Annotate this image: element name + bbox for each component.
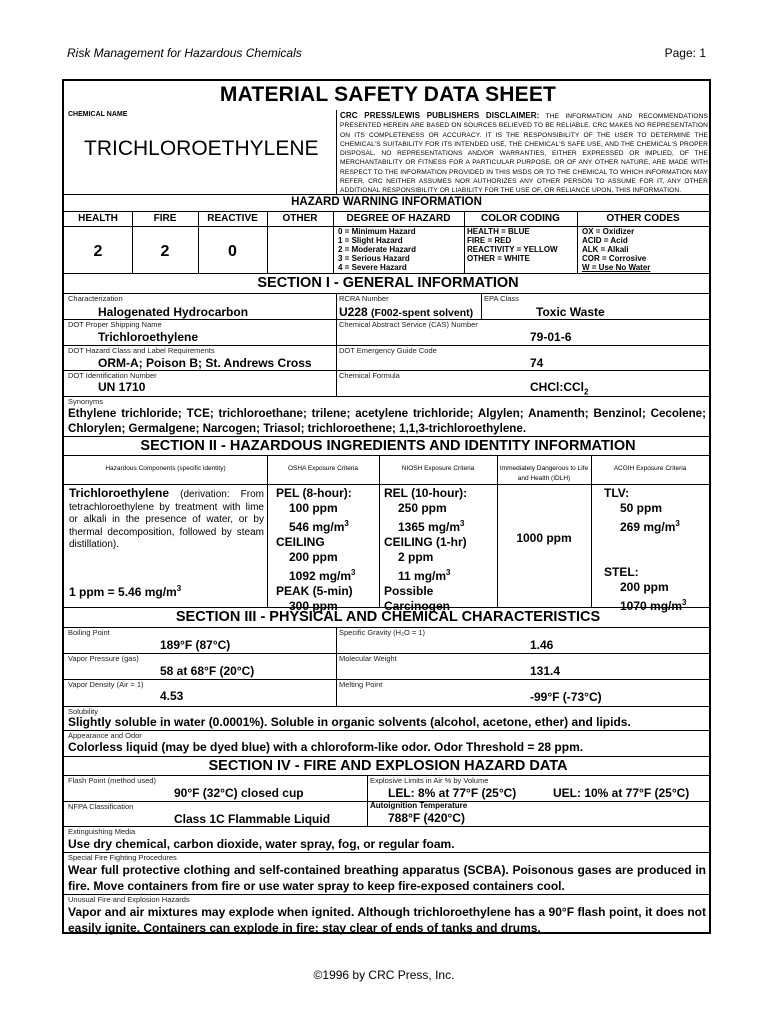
acgih-line: 200 ppm: [620, 580, 669, 594]
nfpa-label: NFPA Classification: [68, 802, 134, 811]
molecular-weight-label: Molecular Weight: [339, 654, 397, 663]
col-fire: FIRE: [153, 213, 177, 224]
acgih-value: 1070 mg/m: [620, 599, 683, 613]
chemical-name-label: CHEMICAL NAME: [68, 111, 128, 118]
melting-label: Melting Point: [339, 680, 383, 689]
osha-line: PEL (8-hour):: [276, 486, 352, 500]
solubility-label: Solubility: [68, 707, 99, 716]
section-4-heading: SECTION IV - FIRE AND EXPLOSION HAZARD DATA: [208, 758, 568, 774]
guide-code-value: 74: [530, 356, 544, 370]
acgih-line: 269 $mg/m^3$: [620, 519, 680, 534]
acgih-line: 1070 $mg/m^3$: [620, 598, 687, 613]
niosh-line: Possible: [384, 584, 434, 598]
rcra-number: U228: [339, 305, 368, 319]
component-description: [69, 487, 264, 552]
autoignition-value: 788°F (420°C): [388, 811, 465, 825]
disclaimer-heading: CRC PRESS/LEWIS PUBLISHERS DISCLAIMER:: [340, 111, 540, 120]
osha-line: 300 ppm: [289, 599, 338, 613]
ppm-conversion-text: 1 ppm = 5.46 mg/m: [69, 585, 177, 599]
melting-value: -99°F (-73°C): [530, 690, 602, 704]
osha-value: 1092 mg/m: [289, 569, 352, 583]
idlh-value: 1000 ppm: [516, 531, 572, 545]
unusual-hazards-label: Unusual Fire and Explosion Hazards: [68, 895, 190, 904]
shipping-label: DOT Proper Shipping Name: [68, 320, 162, 329]
color-item: HEALTH = BLUE: [467, 227, 530, 236]
acgih-criteria: [604, 486, 687, 614]
degree-item: 0 = Minimum Hazard: [338, 227, 416, 236]
osha-line: 100 ppm: [289, 501, 338, 515]
uel-value: UEL: 10% at 77°F (25°C): [553, 786, 690, 800]
msds-sheet: [62, 79, 711, 934]
acgih-value: 269 mg/m: [620, 520, 676, 534]
vapor-pressure-value: 58 at 68°F (20°C): [160, 664, 255, 678]
code-item: COR = Corrosive: [582, 254, 647, 263]
degree-of-hazard-list: [338, 227, 416, 272]
extinguishing-label: Extinguishing Media: [68, 827, 136, 836]
appearance-label: Appearance and Odor: [68, 731, 142, 740]
other-codes-list: [582, 227, 650, 272]
osha-line: CEILING: [276, 535, 325, 549]
special-procedures-label: Special Fire Fighting Procedures: [68, 853, 177, 862]
vapor-density-value: 4.53: [160, 689, 184, 703]
flash-point-label: Flash Point (method used): [68, 776, 156, 785]
copyright-footer: ©1996 by CRC Press, Inc.: [313, 968, 455, 982]
color-coding-list: [467, 227, 558, 263]
formula-label: Chemical Formula: [339, 371, 400, 380]
autoignition-label: Autoignition Temperature: [370, 801, 468, 810]
color-item: FIRE = RED: [467, 236, 512, 245]
degree-item: 3 = Serious Hazard: [338, 254, 410, 263]
hazard-class-value: ORM-A; Poison B; St. Andrews Cross: [98, 356, 312, 370]
niosh-line: CEILING (1-hr): [384, 535, 467, 549]
rcra-note: (F002-spent solvent): [371, 307, 474, 319]
nfpa-value: Class 1C Flammable Liquid: [174, 812, 331, 826]
dot-id-label: DOT Identification Number: [68, 371, 157, 380]
page-number: Page: 1: [664, 46, 706, 60]
osha-value: 546 mg/m: [289, 520, 345, 534]
vapor-pressure-label: Vapor Pressure (gas): [68, 654, 139, 663]
col-components: Hazardous Components (specific identity): [105, 465, 226, 472]
color-item: REACTIVITY = YELLOW: [467, 245, 558, 254]
section-3-heading: SECTION III - PHYSICAL AND CHEMICAL CHARACTERISTICS: [175, 609, 601, 625]
rcra-label: RCRA Number: [339, 294, 389, 303]
col-color: COLOR CODING: [481, 213, 560, 224]
formula-value: CHCl:CCl$_2$: [530, 380, 589, 397]
acgih-line: 50 ppm: [620, 501, 663, 515]
degree-item: 2 = Moderate Hazard: [338, 245, 417, 254]
vapor-density-label: Vapor Density (Air = 1): [68, 680, 144, 689]
explosive-limits-label: Explosive Limits in Air % by Volume: [370, 776, 489, 785]
color-item: OTHER = WHITE: [467, 254, 530, 263]
disclaimer-text: THE INFORMATION AND RECOMMENDATIONS PRESENTED HEREIN ARE BASED ON SOURCES BELIEVED TO BE RELIABLE. CRC MAKES NO REPRESENTATION ON ITS COMPLETENESS OR ACCURACY. IT IS THE RESPONSIBILITY OF THE USER TO DETERMINE THE CHEMICAL'S SUITABILITY FOR ITS INTENDED USE, THE CHEMICAL'S SAFE USE, AND THE CHEMICAL'S PROPER DISPOSAL. NO REPRESENTATIONS AND/OR WARRANTIES, EITHER EXPRESSED OR IMPLIED, OF THE MERCHANTABILITY OR FITNESS FOR A PARTICULAR PURPOSE, OR OF ANY OTHER NATURE, ARE MADE WITH RESPECT TO THE INFORMATION PROVIDED IN THIS MSDS OR TO THE CHEMICAL TO WHICH INFORMATION MAY REFER. CRC NEITHER ASSUMES NOR AUTHORIZES ANY OTHER PERSON TO ASSUME FOR IT, ANY OTHER ADDITIONAL RESPONSIBILITY OR LIABILITY FOR THE USE OF, OR RELIANCE UPON, THIS INFORMATION.: [340, 113, 708, 195]
col-other: OTHER: [282, 213, 318, 224]
hazard-class-label: DOT Hazard Class and Label Requirements: [68, 346, 215, 355]
col-health: HEALTH: [78, 213, 118, 224]
osha-criteria: [276, 486, 356, 614]
degree-item: 4 = Severe Hazard: [338, 263, 407, 272]
appearance-value: Colorless liquid (may be dyed blue) with a chloroform-like odor. Odor Threshold = 28 ppm.: [68, 740, 584, 754]
characterization-label: Characterization: [68, 294, 123, 303]
epa-label: EPA Class: [484, 294, 519, 303]
acgih-line: STEL:: [604, 565, 639, 579]
dot-id-value: UN 1710: [98, 380, 146, 394]
section-1-heading: SECTION I - GENERAL INFORMATION: [257, 275, 519, 291]
extinguishing-value: Use dry chemical, carbon dioxide, water spray, fog, or regular foam.: [68, 837, 455, 851]
formula-text: CHCl:CCl: [530, 380, 584, 394]
code-item: W = Use No Water: [582, 263, 651, 272]
synonyms-value: Ethylene trichloride; TCE; trichloroethane; trilene; acetylene trichloride; Algylen; Anamenth; Benzinol; Cecolene; Chlorylen; Germalgene; Narcogen; Triasol; trichloroethene; 1,1,3-trichloroethylene.: [68, 407, 706, 435]
niosh-value: 11 mg/m: [398, 569, 447, 583]
running-header-title: Risk Management for Hazardous Chemicals: [67, 46, 302, 60]
col-reactive: REACTIVE: [207, 213, 258, 224]
health-rating: 2: [93, 243, 103, 260]
flash-point-value: 90°F (32°C) closed cup: [174, 786, 304, 800]
shipping-value: Trichloroethylene: [98, 330, 199, 344]
lel-value: LEL: 8% at 77°F (25°C): [388, 786, 517, 800]
code-item: OX = Oxidizer: [582, 227, 635, 236]
col-niosh: NIOSH Exposure Criteria: [401, 465, 475, 472]
component-derivation: (derivation: From tetrachloroethylene by treatment with lime or alkali in the presence of water, or by thermal decomposition, followed by steam distillation).: [69, 489, 265, 550]
rcra-value: [339, 305, 473, 319]
unusual-hazards-value: Vapor and air mixtures may explode when ignited. Although trichloroethylene has a 90°F flash point, it does not easily ignite. Containers can explode in fire; stay clear of ends of tanks and drums.: [68, 905, 706, 935]
niosh-line: 11 $mg/m^3$: [398, 568, 451, 583]
chemical-name: TRICHLOROETHYLENE: [84, 137, 319, 160]
col-idlh: Immediately Dangerous to Life and Health (IDLH): [499, 465, 589, 482]
cas-value: 79-01-6: [530, 330, 572, 344]
code-item: ACID = Acid: [582, 236, 628, 245]
fire-rating: 2: [160, 243, 170, 260]
component-name: Trichloroethylene: [69, 486, 170, 500]
ppm-conversion: 1 ppm = 5.46 $mg/m^3$: [69, 584, 182, 599]
disclaimer: [340, 111, 708, 196]
molecular-weight-value: 131.4: [530, 664, 561, 678]
osha-line: 546 $mg/m^3$: [289, 519, 349, 534]
col-osha: OSHA Exposure Criteria: [287, 465, 359, 472]
gravity-label: Specific Gravity (H₂O = 1): [339, 628, 426, 637]
boiling-label: Boiling Point: [68, 628, 110, 637]
gravity-value: 1.46: [530, 638, 554, 652]
hazard-heading: HAZARD WARNING INFORMATION: [291, 196, 482, 208]
col-degree: DEGREE OF HAZARD: [346, 213, 451, 224]
osha-line: PEAK (5-min): [276, 584, 353, 598]
col-codes: OTHER CODES: [606, 213, 680, 224]
niosh-line: REL (10-hour):: [384, 486, 468, 500]
niosh-line: 250 ppm: [398, 501, 447, 515]
osha-line: 200 ppm: [289, 550, 338, 564]
acgih-line: TLV:: [604, 486, 630, 500]
guide-code-label: DOT Emergency Guide Code: [339, 346, 437, 355]
code-item: ALK = Alkali: [582, 245, 629, 254]
niosh-criteria: [384, 486, 467, 614]
section-2-heading: SECTION II - HAZARDOUS INGREDIENTS AND IDENTITY INFORMATION: [140, 438, 636, 454]
col-acgih: ACGIH Exposure Criteria: [613, 465, 687, 472]
cas-label: Chemical Abstract Service (CAS) Number: [339, 320, 478, 329]
niosh-line: Carcinogen: [384, 599, 451, 613]
osha-line: 1092 $mg/m^3$: [289, 568, 356, 583]
reactive-rating: 0: [228, 243, 237, 260]
niosh-line: 1365 $mg/m^3$: [398, 519, 465, 534]
boiling-value: 189°F (87°C): [160, 638, 231, 652]
niosh-line: 2 ppm: [398, 550, 434, 564]
epa-value: Toxic Waste: [536, 305, 605, 319]
synonyms-label: Synonyms: [68, 397, 104, 406]
special-procedures-value: Wear full protective clothing and self-contained breathing apparatus (SCBA). Poisonous gases are produced in fire. Move containers from fire or use water spray to keep fire-exposed containers cool.: [68, 863, 706, 893]
sheet-title: MATERIAL SAFETY DATA SHEET: [219, 83, 557, 106]
degree-item: 1 = Slight Hazard: [338, 236, 403, 245]
characterization-value: Halogenated Hydrocarbon: [98, 305, 249, 319]
solubility-value: Slightly soluble in water (0.0001%). Soluble in organic solvents (alcohol, acetone, ether) and lipids.: [68, 715, 631, 729]
niosh-value: 1365 mg/m: [398, 520, 461, 534]
